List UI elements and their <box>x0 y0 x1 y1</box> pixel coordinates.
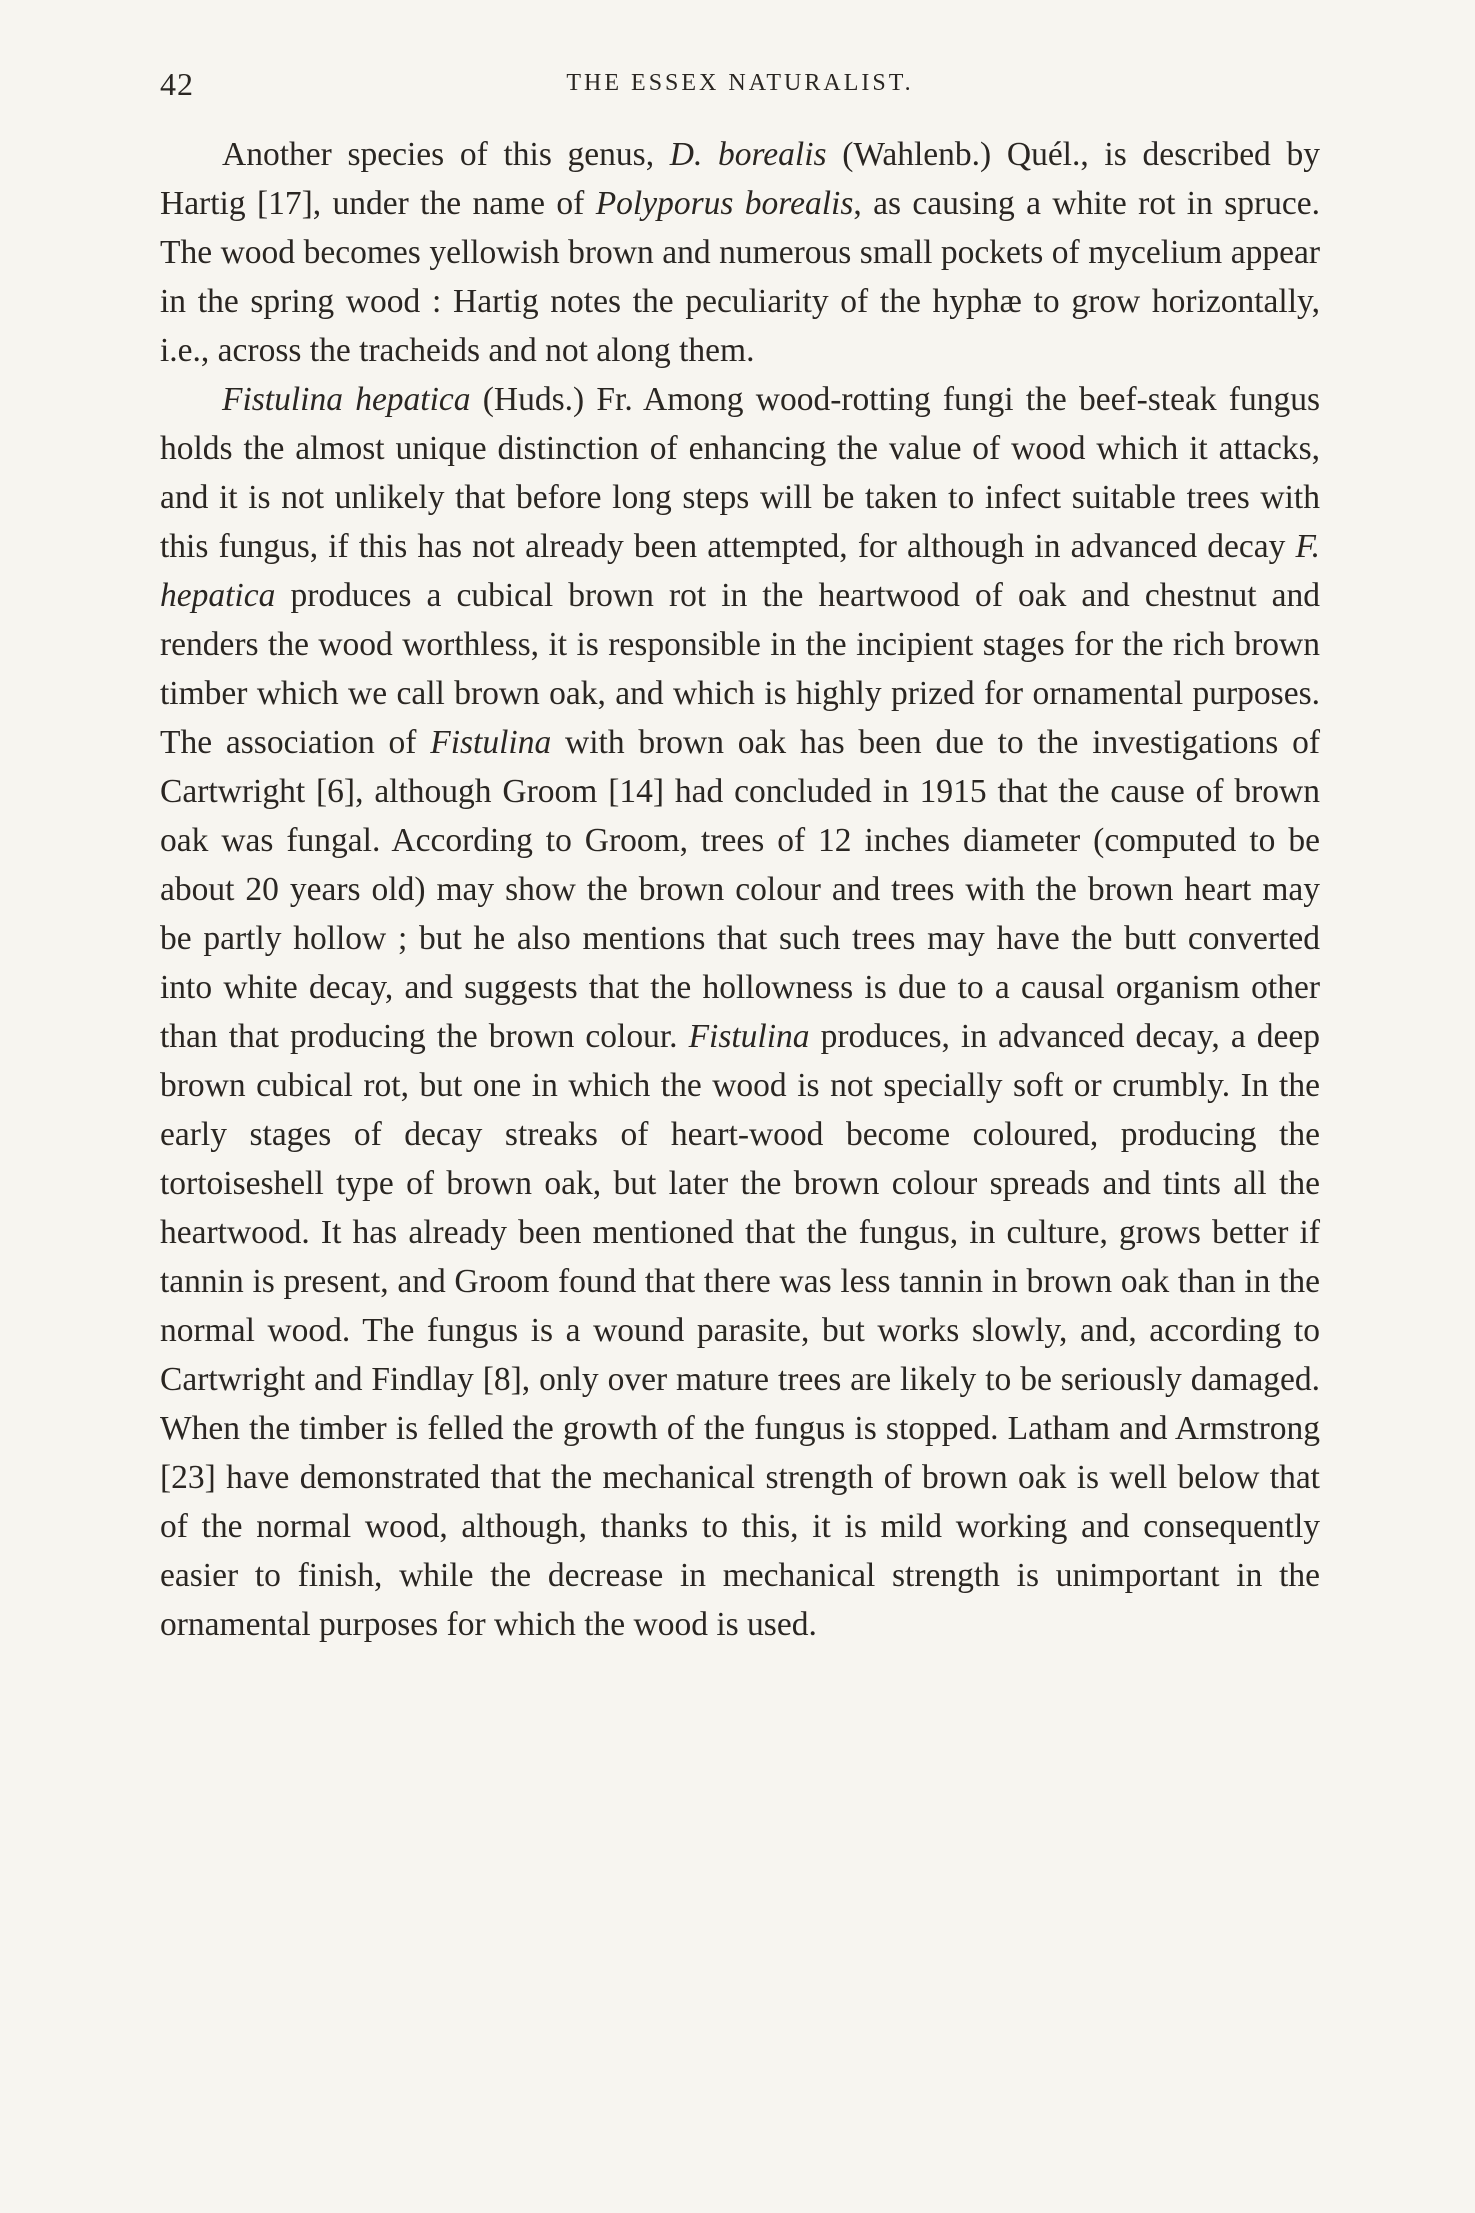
text-segment: produces, in advanced decay, a deep brown cubical rot, but one in which the wood is not specially soft or crumbly. In the early stages of decay streaks of heart-wood become coloured, producing the tortoiseshell type of brown oak, but later the brown colour spreads and tints all the heartwood. It has already been mentioned that the fungus, in culture, grows better if tannin is present, and Groom found that there was less tannin in brown oak than in the normal wood. The fungus is a wound parasite, but works slowly, and, according to Cartwright and Findlay [8], only over mature trees are likely to be seriously damaged. When the timber is felled the growth of the fungus is stopped. Latham and Armstrong [23] have demonstrated that the mechanical strength of brown oak is well below that of the normal wood, although, thanks to this, it is mild working and consequently easier to finish, while the decrease in mechanical strength is unimportant in the ornamental purposes for which the wood is used. <box>160 1018 1320 1643</box>
species-name: Fistulina hepatica <box>222 381 471 418</box>
species-name: Fistulina <box>430 724 552 761</box>
page-number: 42 <box>160 66 194 102</box>
paragraph-daedalea-borealis <box>160 130 1320 375</box>
text-segment: , as causing a white rot in spruce. The wood becomes yellowish brown and numerous small pockets of mycelium appear in the spring wood : Hartig notes the peculiarity of the hyphæ to grow horizontally, i.e., across the tracheids and not along them. <box>160 185 1321 369</box>
running-head <box>160 66 1320 106</box>
species-name: F. hepatica <box>160 528 1320 614</box>
text-segment: with brown oak has been due to the investigations of Cartwright [6], although Groom [14] had concluded in 1915 that the cause of brown oak was fungal. According to Groom, trees of 12 inches diameter (computed to be about 20 years old) may show the brown colour and trees with the brown heart may be partly hollow ; but he also mentions that such trees may have the butt converted into white decay, and suggests that the hollowness is due to a causal organism other than that producing the brown colour. <box>160 724 1321 1055</box>
paragraph-fistulina-hepatica <box>160 375 1320 1649</box>
text-segment: Another species of this genus, <box>222 136 670 173</box>
species-name: Fistulina <box>688 1018 810 1055</box>
body-text <box>160 130 1320 1649</box>
text-segment: (Wahlenb.) Quél., is described by Hartig [17], under the name of <box>160 136 1320 222</box>
text-segment: (Huds.) Fr. Among wood-rotting fungi the beef-steak fungus holds the almost unique distinction of enhancing the value of wood which it attacks, and it is not unlikely that before long steps will be taken to infect suitable trees with this fungus, if this has not already been attempted, for although in advanced decay <box>160 381 1320 565</box>
species-name: D. borealis <box>669 136 827 173</box>
text-segment: produces a cubical brown rot in the heartwood of oak and chestnut and renders the wood worthless, it is responsible in the incipient stages for the rich brown timber which we call brown oak, and which is highly prized for ornamental purposes. The association of <box>160 577 1320 761</box>
journal-title: THE ESSEX NATURALIST. <box>566 70 914 96</box>
species-name: Polyporus borealis <box>595 185 854 222</box>
